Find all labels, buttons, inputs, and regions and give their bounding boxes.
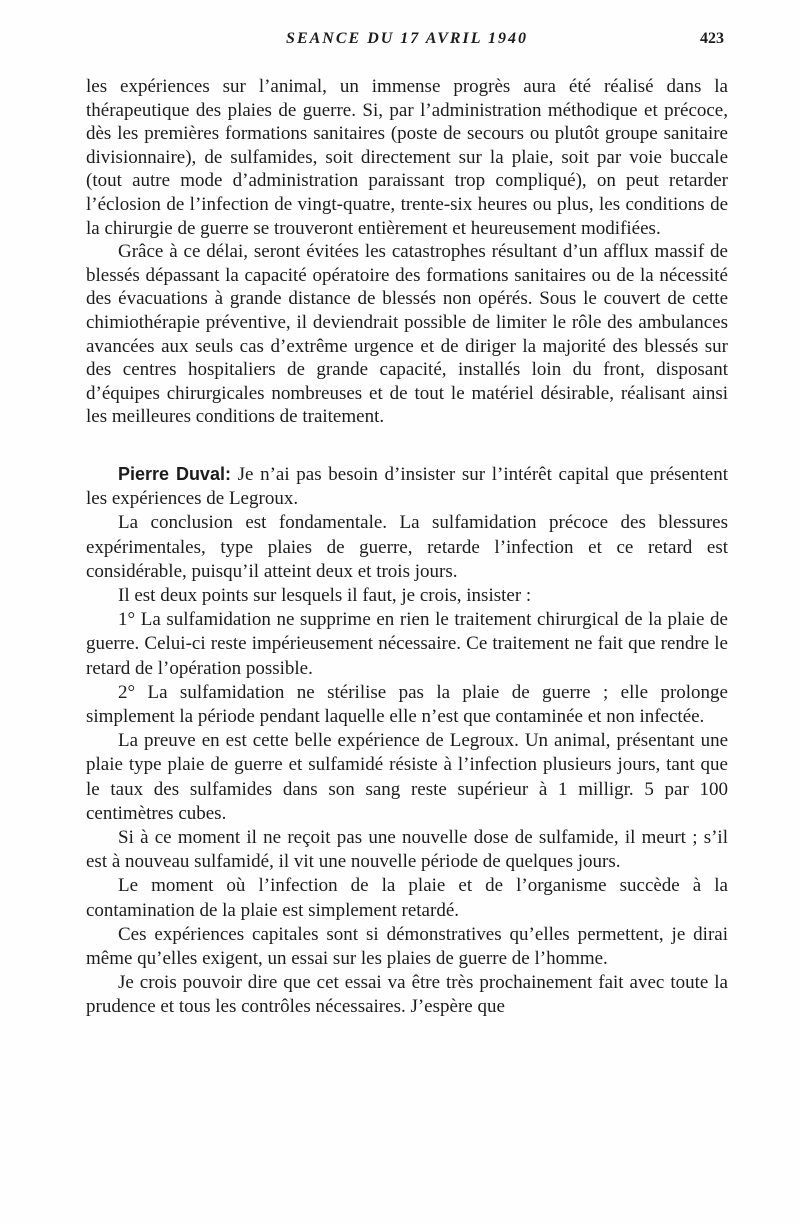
paragraph-10: Le moment où l’infection de la plaie et de l’organisme succède à la contamination de la plaie est simplement retardé.: [86, 875, 728, 921]
paragraph-8: La preuve en est cette belle expérience de Legroux. Un animal, présentant une plaie type plaie de guerre et sulfamidé résiste à l’infection plusieurs jours, tant que le taux des sulfamides dans son sang reste supérieur à 1 milligr. 5 par 100 centimètres cubes.: [86, 730, 728, 824]
paragraph-12: Je crois pouvoir dire que cet essai va être très prochainement fait avec toute la prudence et tous les contrôles nécessaires. J’espère que: [86, 972, 728, 1018]
running-title: SEANCE DU 17 AVRIL 1940: [286, 30, 528, 47]
body-text: [86, 75, 728, 1020]
paragraph-2: Grâce à ce délai, seront évitées les catastrophes résultant d’un afflux massif de blessés dépassant la capacité opératoire des formations sanitaires ou de la nécessité des évacuations à grande distance de blessés non opérés. Sous le couvert de cette chimiothérapie préventive, il deviendrait possible de limiter le rôle des ambulances avancées aux seuls cas d’extrême urgence et de diriger la majorité des blessés sur des centres hospitaliers de grande capacité, installés loin du front, disposant d’équipes chirurgicales nombreuses et de tout le matériel désirable, réalisant ainsi les meilleures conditions de traitement.: [86, 241, 728, 428]
paragraph-7: 2° La sulfamidation ne stérilise pas la plaie de guerre ; elle prolonge simplement la période pendant laquelle elle n’est que contaminée et non infectée.: [86, 681, 728, 727]
speaker-paragraph: [86, 462, 728, 511]
speaker-statement: Je n’ai pas besoin d’insister sur l’intérêt capital que présentent les expériences de Legroux.: [86, 463, 728, 510]
document-page: [86, 30, 728, 1020]
running-head: [86, 30, 728, 56]
paragraph-5: Il est deux points sur lesquels il faut, je crois, insister :: [118, 584, 532, 606]
paragraph-11: Ces expériences capitales sont si démonstratives qu’elles permettent, je dirai même qu’elles exigent, un essai sur les plaies de guerre de l’homme.: [86, 923, 728, 969]
page-number: 423: [700, 30, 724, 47]
speaker-name: Pierre Duval:: [118, 463, 231, 484]
paragraph-4: La conclusion est fondamentale. La sulfamidation précoce des blessures expérimentales, type plaies de guerre, retarde l’infection et ce retard est considérable, puisqu’il atteint deux et trois jours.: [86, 512, 728, 582]
paragraph-1: les expériences sur l’animal, un immense progrès aura été réalisé dans la thérapeutique des plaies de guerre. Si, par l’administration méthodique et précoce, dès les premières formations sanitaires (poste de secours ou plutôt groupe sanitaire divisionnaire), de sulfamides, soit directement sur la plaie, soit par voie buccale (tout autre mode d’administration paraissant trop compliqué), on peut retarder l’éclosion de l’infection de vingt-quatre, trente-six heures ou plus, les conditions de la chirurgie de guerre se trouveront entièrement et heureusement modifiées.: [86, 76, 728, 239]
paragraph-9: Si à ce moment il ne reçoit pas une nouvelle dose de sulfamide, il meurt ; s’il est à nouveau sulfamidé, il vit une nouvelle période de quelques jours.: [86, 826, 728, 873]
paragraph-6: 1° La sulfamidation ne supprime en rien le traitement chirurgical de la plaie de guerre. Celui-ci reste impérieusement nécessaire. Ce traitement ne fait que rendre le retard de l’opération possible.: [86, 609, 728, 679]
discussion-block: [86, 462, 728, 1020]
